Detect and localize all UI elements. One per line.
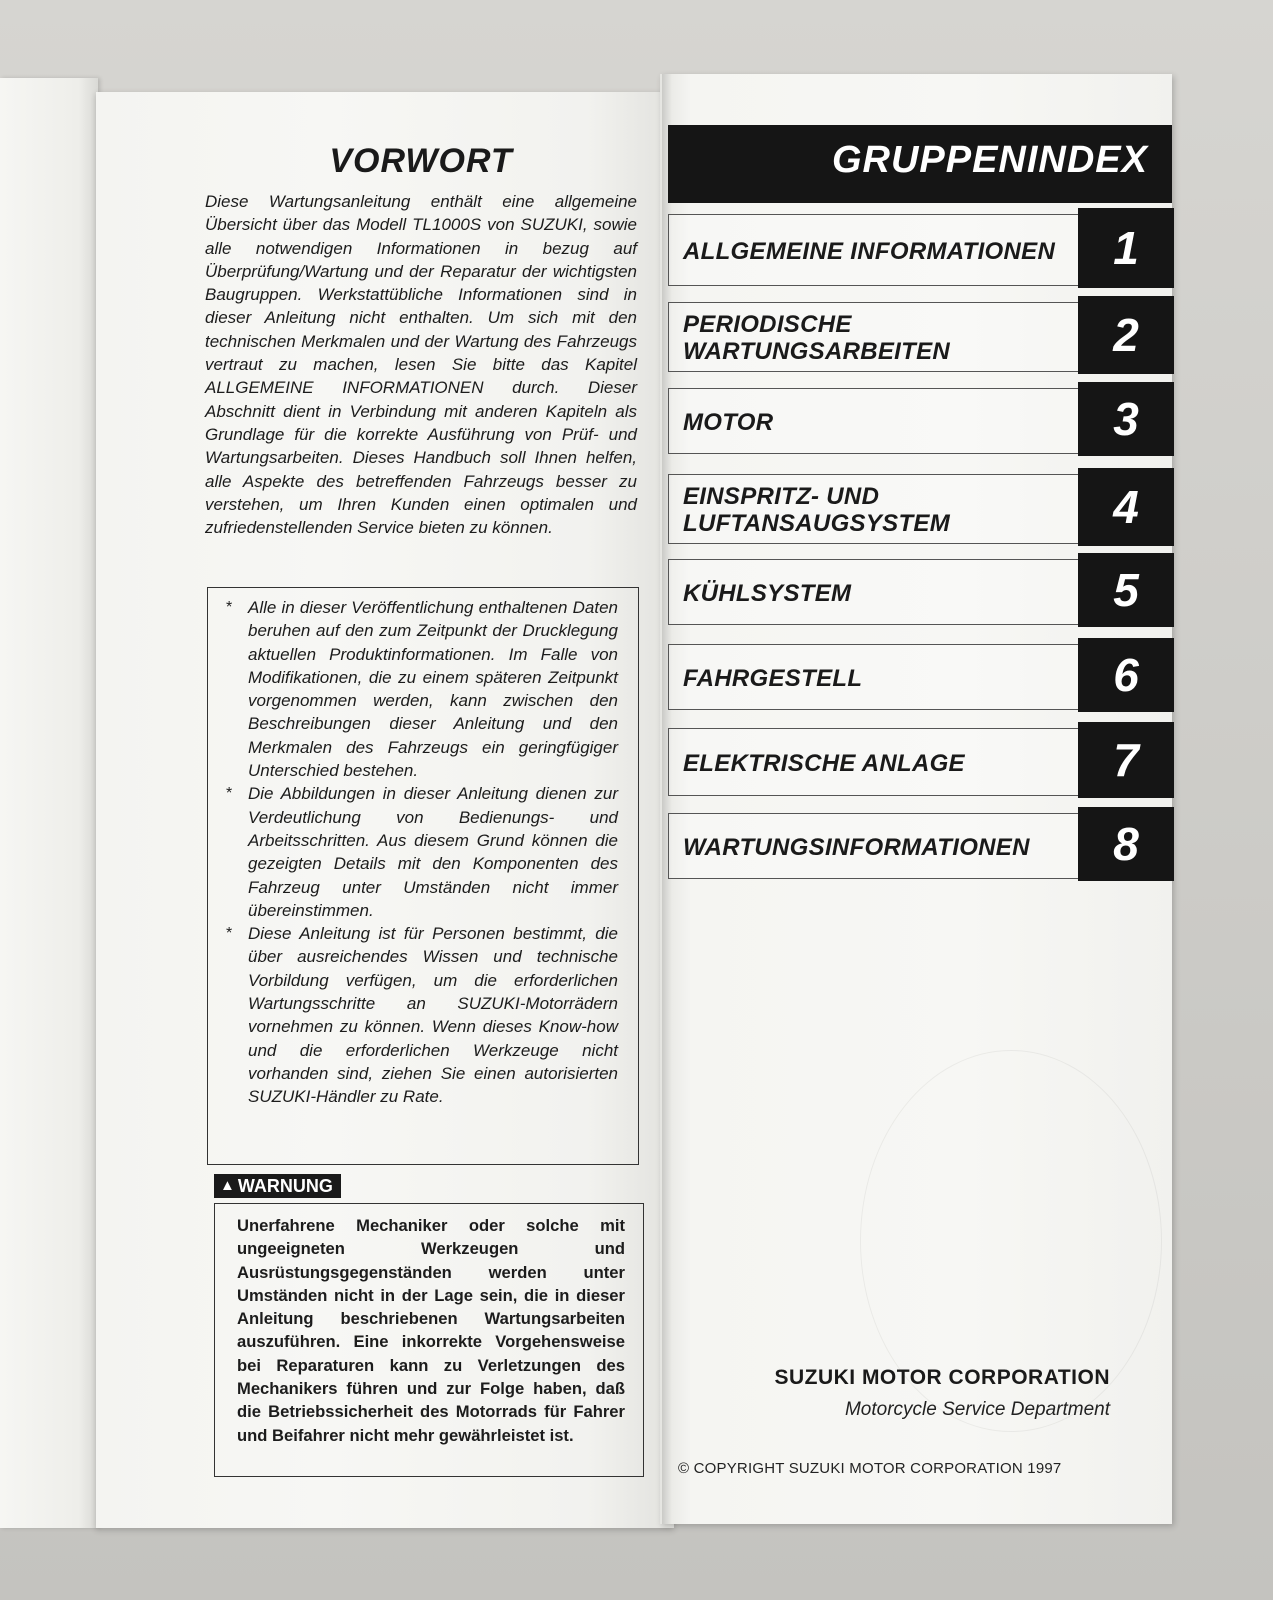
group-label (683, 409, 773, 436)
group-index-row[interactable] (668, 813, 1078, 879)
department-name: Motorcycle Service Department (844, 1399, 1110, 1420)
gruppenindex-title: GRUPPENINDEX (831, 139, 1148, 181)
gruppenindex-header (668, 125, 1172, 203)
note-text: Die Abbildungen in dieser Anleitung dienen zur Verdeutlichung von Bedienungs- und Arbeitsschritten. Aus diesem Grund können die gezeigten Details mit den Komponenten des Fahrzeug unter Umständen nicht immer übereinstimmen. (248, 784, 618, 920)
asterisk-marker: * (226, 925, 233, 943)
group-label-line: MOTOR (683, 408, 774, 436)
group-number-tab[interactable]: 8 (1078, 807, 1174, 881)
group-number-tab[interactable]: 3 (1078, 382, 1174, 456)
group-label-line: KÜHLSYSTEM (683, 579, 852, 607)
group-label-line: PERIODISCHE (683, 311, 852, 338)
group-number-tab[interactable]: 1 (1078, 208, 1174, 288)
group-label-line: FAHRGESTELL (683, 664, 863, 692)
group-label-line: WARTUNGSINFORMATIONEN (683, 833, 1030, 861)
group-index-row[interactable] (668, 728, 1078, 796)
note-item (222, 922, 618, 1108)
group-index-row[interactable] (668, 474, 1078, 544)
group-label-line: ALLGEMEINE INFORMATIONEN (683, 237, 1056, 265)
group-index-row[interactable] (668, 388, 1078, 454)
note-item (222, 782, 618, 922)
note-item (222, 596, 618, 782)
group-number-tab[interactable]: 6 (1078, 638, 1174, 712)
group-number-tab[interactable]: 7 (1078, 722, 1174, 798)
warning-text-box: Unerfahrene Mechaniker oder solche mit ungeeigneten Werkzeugen und Ausrüstungsgegenständen werden unter Umständen nicht in der Lage sein, die in dieser Anleitung beschriebenen Wartungsarbeiten auszuführen. Eine inkorrekte Vorgehensweise bei Reparaturen kann zu Verletzungen des Mechanikers führen und zur Folge haben, daß die Betriebssicherheit des Motorrads für Fahrer und Beifahrer nicht mehr gewährleistet ist. (214, 1203, 644, 1477)
warning-label-text: WARNUNG (237, 1176, 333, 1196)
group-label (683, 665, 862, 692)
vorwort-intro-paragraph: Diese Wartungsanleitung enthält eine allgemeine Übersicht über das Modell TL1000S von SUZUKI, sowie alle notwendigen Informationen in bezug auf Überprüfung/Wartung und der Reparatur der wichtigsten Baugruppen. Werkstattübliche Informationen sind in dieser Anleitung nicht enthalten. Um sich mit den technischen Merkmalen und der Wartung des Fahrzeugs vertraut zu machen, lesen Sie bitte das Kapitel ALLGEMEINE INFORMATIONEN durch. Dieser Abschnitt dient in Verbindung mit anderen Kapiteln als Grundlage für die korrekte Ausführung von Prüf- und Wartungsarbeiten. Dieses Handbuch soll Ihnen helfen, alle Aspekte des betreffenden Fahrzeugs besser zu verstehen, um Ihren Kunden einen optimalen und zufriedenstellenden Service bieten zu können. (205, 192, 637, 538)
previous-page-edge (0, 78, 98, 1528)
group-index-row[interactable] (668, 644, 1078, 710)
copyright-notice: © COPYRIGHT SUZUKI MOTOR CORPORATION 1997 (678, 1460, 1062, 1477)
group-index-row[interactable] (668, 214, 1078, 286)
warning-label (214, 1174, 341, 1198)
group-label (683, 750, 965, 777)
asterisk-marker: * (226, 599, 233, 616)
group-label (683, 483, 950, 537)
group-number-tab[interactable]: 2 (1078, 296, 1174, 374)
group-label-line: ELEKTRISCHE ANLAGE (683, 749, 965, 777)
vorwort-title: VORWORT (329, 142, 513, 180)
group-index-row[interactable] (668, 302, 1078, 372)
group-number-tab[interactable]: 5 (1078, 553, 1174, 627)
group-number-tab[interactable]: 4 (1078, 468, 1174, 546)
group-label-line: LUFTANSAUGSYSTEM (683, 510, 951, 537)
corporation-name: SUZUKI MOTOR CORPORATION (774, 1366, 1110, 1389)
group-label (683, 311, 950, 365)
group-label (683, 238, 1055, 265)
note-text: Alle in dieser Veröffentlichung enthaltenen Daten beruhen auf den zum Zeitpunkt der Drucklegung aktuellen Produktinformationen. Im Falle von Modifikationen, die zu einem späteren Zeitpunkt vorgenommen werden, kann zwischen den Beschreibungen dieser Anleitung und den Merkmalen des Fahrzeugs ein geringfügiger Unterschied bestehen. (248, 598, 618, 781)
notes-list (222, 596, 618, 1109)
group-index-row[interactable] (668, 559, 1078, 625)
group-label-line: EINSPRITZ- UND (683, 483, 880, 510)
asterisk-marker: * (226, 785, 233, 803)
note-text: Diese Anleitung ist für Personen bestimmt, die über ausreichendes Wissen und technische Vorbildung verfügen, um die erforderlichen Wartungsschritte an SUZUKI-Motorrädern vornehmen zu können. Wenn dieses Know-how und die erforderlichen Werkzeuge nicht vorhanden sind, ziehen Sie einen autorisierten SUZUKI-Händler zu Rate. (248, 924, 618, 1107)
group-label-line: WARTUNGSARBEITEN (683, 338, 951, 365)
notes-box (207, 587, 639, 1165)
warning-triangle-icon: ▲ (220, 1177, 235, 1194)
group-label (683, 580, 851, 607)
book-spine (662, 74, 672, 1524)
group-label (683, 834, 1030, 861)
